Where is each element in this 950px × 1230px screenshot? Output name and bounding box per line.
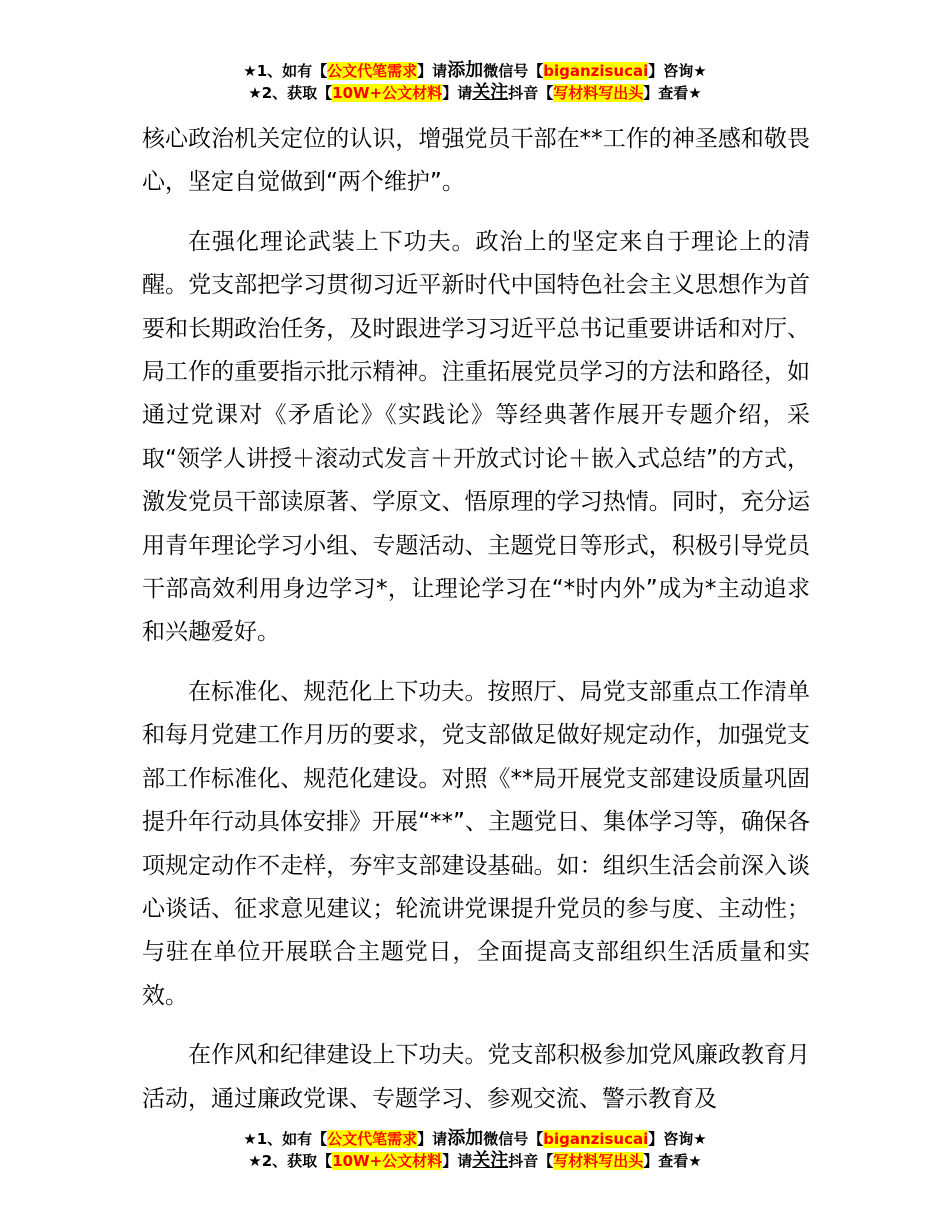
- banner-text: 微信号【: [483, 1130, 544, 1148]
- header-banner: [0, 60, 950, 104]
- paragraph-continuation: 核心政治机关定位的认识，增强党员干部在**工作的神圣感和敬畏心，坚定自觉做到“两个维护”。: [142, 126, 810, 196]
- highlight-wechat-id: biganzisucai: [543, 1130, 649, 1148]
- banner-text: ★2、获取【: [248, 1152, 333, 1170]
- banner-text: 微信号【: [483, 62, 544, 80]
- document-body: [142, 118, 810, 1137]
- banner-line-2: [0, 82, 950, 104]
- banner-text: 】查看★: [643, 1152, 702, 1170]
- highlight-douyin-id: 写材料写出头: [553, 84, 644, 102]
- paragraph-standardization: 在标准化、规范化上下功夫。按照厅、局党支部重点工作清单和每月党建工作月历的要求，党支部做足做好规定动作，加强党支部工作标准化、规范化建设。对照《**局开展党支部建设质量巩固提升年行动具体安排》开展“**”、主题党日、集体学习等，确保各项规定动作不走样，夯牢支部建设基础。如：组织生活会前深入谈心谈话、征求意见建议；轮流讲党课提升党员的参与度、主动性；与驻在单位开展联合主题党日，全面提高支部组织生活质量和实效。: [142, 678, 810, 1009]
- banner-text: 】查看★: [643, 84, 702, 102]
- banner-emphasis-add: 添加: [447, 60, 484, 81]
- banner-emphasis-add: 添加: [447, 1128, 484, 1149]
- highlight-materials: 10W+公文材料: [332, 84, 443, 102]
- banner-text: 】请: [442, 1152, 473, 1170]
- banner-text: ★1、如有【: [243, 62, 328, 80]
- highlight-materials: 10W+公文材料: [332, 1152, 443, 1170]
- banner-text: 抖音【: [508, 84, 554, 102]
- banner-text: ★1、如有【: [243, 1130, 328, 1148]
- paragraph-discipline: 在作风和纪律建设上下功夫。党支部积极参加党风廉政教育月活动，通过廉政党课、专题学习、参观交流、警示教育及: [142, 1042, 810, 1112]
- paragraph-theory: 在强化理论武装上下功夫。政治上的坚定来自于理论上的清醒。党支部把学习贯彻习近平新时代中国特色社会主义思想作为首要和长期政治任务，及时跟进学习习近平总书记重要讲话和对厅、局工作的重要指示批示精神。注重拓展党员学习的方法和路径，如通过党课对《矛盾论》《实践论》等经典著作展开专题介绍，采取“领学人讲授＋滚动式发言＋开放式讨论＋嵌入式总结”的方式，激发党员干部读原著、学原文、悟原理的学习热情。同时，充分运用青年理论学习小组、专题活动、主题党日等形式，积极引导党员干部高效利用身边学习*，让理论学习在“*时内外”成为*主动追求和兴趣爱好。: [142, 228, 810, 646]
- highlight-wechat-id: biganzisucai: [543, 62, 649, 80]
- footer-banner: [0, 1128, 950, 1172]
- banner-line-2: [0, 1150, 950, 1172]
- banner-text: 抖音【: [508, 1152, 554, 1170]
- banner-emphasis-follow: 关注: [472, 82, 509, 103]
- banner-text: 】请: [417, 1130, 448, 1148]
- highlight-ghostwriting: 公文代笔需求: [327, 62, 418, 80]
- highlight-ghostwriting: 公文代笔需求: [327, 1130, 418, 1148]
- banner-line-1: [0, 1128, 950, 1150]
- banner-text: 】请: [417, 62, 448, 80]
- banner-text: 】咨询★: [648, 1130, 707, 1148]
- banner-emphasis-follow: 关注: [472, 1150, 509, 1171]
- banner-text: 】咨询★: [648, 62, 707, 80]
- banner-line-1: [0, 60, 950, 82]
- banner-text: ★2、获取【: [248, 84, 333, 102]
- highlight-douyin-id: 写材料写出头: [553, 1152, 644, 1170]
- banner-text: 】请: [442, 84, 473, 102]
